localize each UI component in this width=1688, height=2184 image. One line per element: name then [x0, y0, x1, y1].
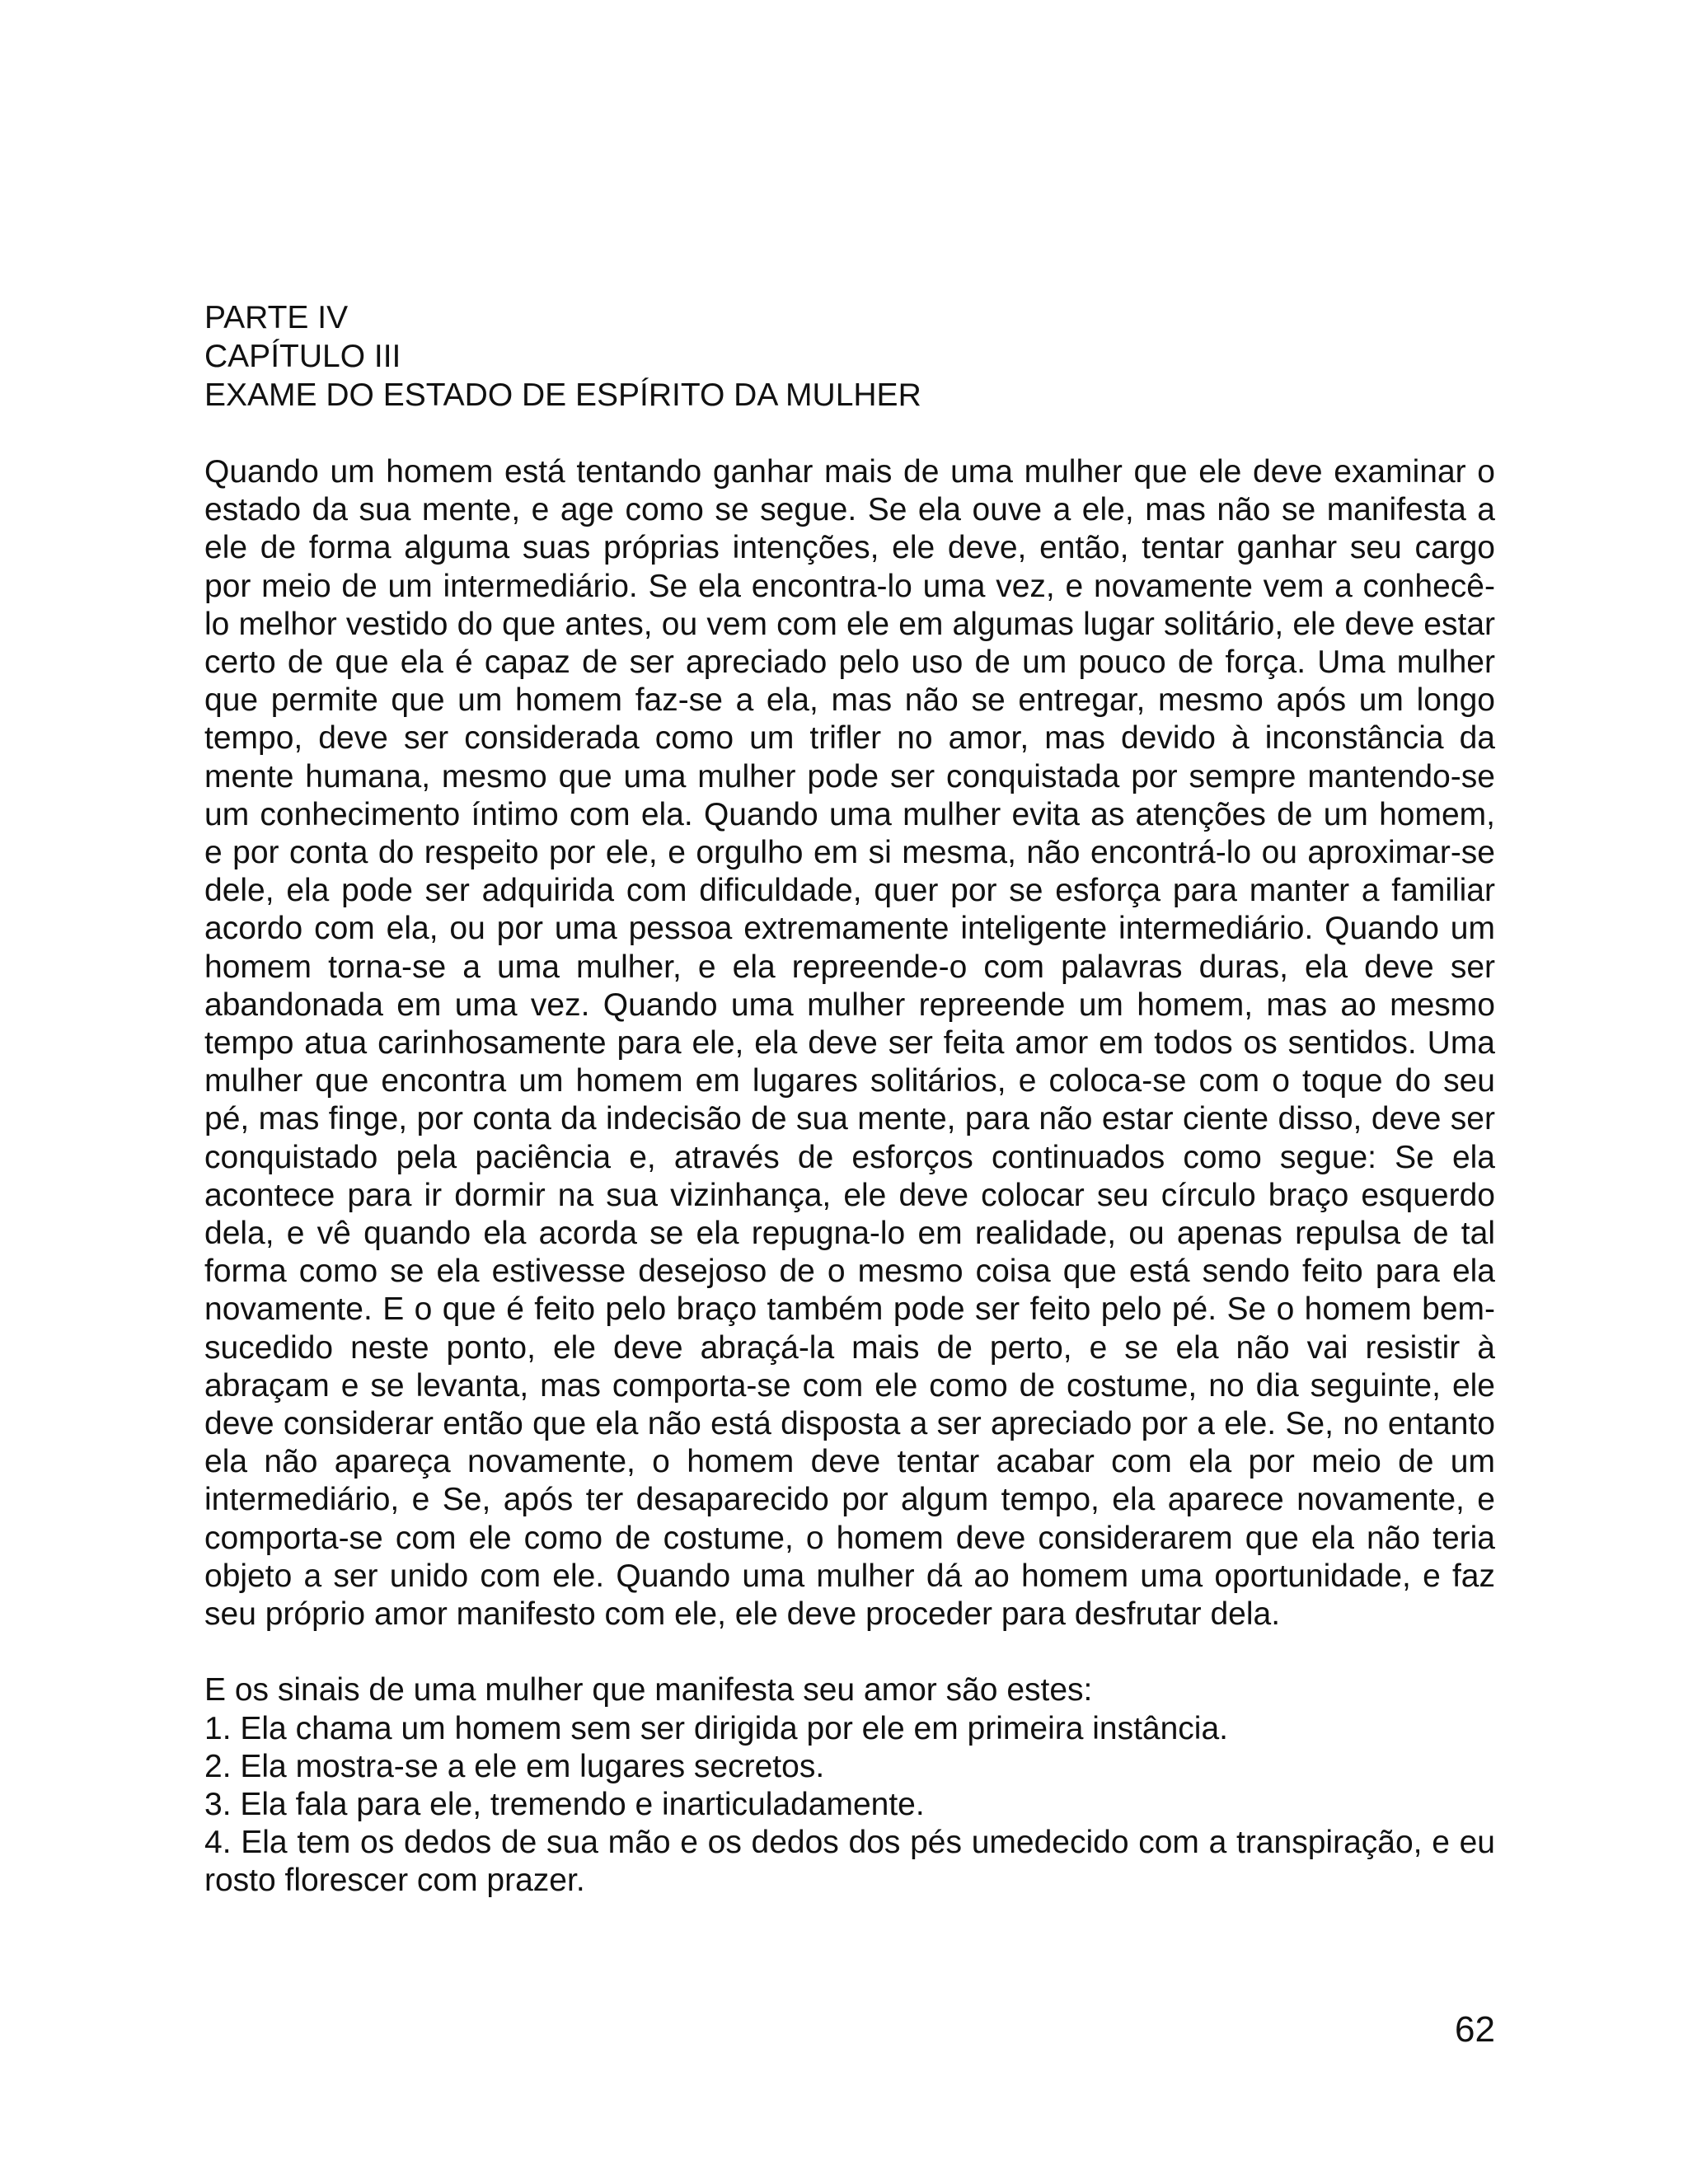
page-number: 62 — [1455, 2009, 1495, 2050]
chapter-heading — [204, 298, 1495, 415]
list-item: 4. Ela tem os dedos de sua mão e os dedos dos pés umedecido com a transpiração, e eu rosto florescer com prazer. — [204, 1825, 1495, 1899]
part-label: PARTE IV — [204, 300, 349, 335]
chapter-label: CAPÍTULO III — [204, 339, 401, 374]
document-page — [204, 298, 1495, 1900]
list-item: 3. Ela fala para ele, tremendo e inarticuladamente. — [204, 1786, 925, 1822]
body-paragraph: Quando um homem está tentando ganhar mais de uma mulher que ele deve examinar o estado da sua mente, e age como se segue. Se ela ouve a ele, mas não se manifesta a ele de forma alguma suas próprias intenções, ele deve, então, tentar ganhar seu cargo por meio de um intermediário. Se ela encontra-lo uma vez, e novamente vem a conhecê-lo melhor vestido do que antes, ou vem com ele em algumas lugar solitário, ele deve estar certo de que ela é capaz de ser apreciado pelo uso de um pouco de força. Uma mulher que permite que um homem faz-se a ela, mas não se entregar, mesmo após um longo tempo, deve ser considerada como um trifler no amor, mas devido à inconstância da mente humana, mesmo que uma mulher pode ser conquistada por sempre mantendo-se um conhecimento íntimo com ela. Quando uma mulher evita as atenções de um homem, e por conta do respeito por ele, e orgulho em si mesma, não encontrá-lo ou aproximar-se dele, ela pode ser adquirida com dificuldade, quer por se esforça para manter a familiar acordo com ela, ou por uma pessoa extremamente inteligente intermediário. Quando um homem torna-se a uma mulher, e ela repreende-o com palavras duras, ela deve ser abandonada em uma vez. Quando uma mulher repreende um homem, mas ao mesmo tempo atua carinhosamente para ele, ela deve ser feita amor em todos os sentidos. Uma mulher que encontra um homem em lugares solitários, e coloca-se com o toque do seu pé, mas finge, por conta da indecisão de sua mente, para não estar ciente disso, deve ser conquistado pela paciência e, através de esforços continuados como segue: Se ela acontece para ir dormir na sua vizinhança, ele deve colocar seu círculo braço esquerdo dela, e vê quando ela acorda se ela repugna-lo em realidade, ou apenas repulsa de tal forma como se ela estivesse desejoso de o mesmo coisa que está sendo feito para ela novamente. E o que é feito pelo braço também pode ser feito pelo pé. Se o homem bem-sucedido neste ponto, ele deve abraçá-la mais de perto, e se ela não vai resistir à abraçam e se levanta, mas comporta-se com ele como de costume, no dia seguinte, ele deve considerar então que ela não está disposta a ser apreciado por a ele. Se, no entanto ela não apareça novamente, o homem deve tentar acabar com ela por meio de um intermediário, e Se, após ter desaparecido por algum tempo, ela aparece novamente, e comporta-se com ele como de costume, o homem deve considerarem que ela não teria objeto a ser unido com ele. Quando uma mulher dá ao homem uma oportunidade, e faz seu próprio amor manifesto com ele, ele deve proceder para desfrutar dela. — [204, 454, 1495, 1633]
chapter-title: EXAME DO ESTADO DE ESPÍRITO DA MULHER — [204, 377, 921, 413]
signs-list — [204, 1710, 1495, 1900]
list-item: 1. Ela chama um homem sem ser dirigida por ele em primeira instância. — [204, 1710, 1229, 1746]
list-intro: E os sinais de uma mulher que manifesta seu amor são estes: — [204, 1672, 1093, 1708]
list-item: 2. Ela mostra-se a ele em lugares secretos. — [204, 1748, 825, 1784]
